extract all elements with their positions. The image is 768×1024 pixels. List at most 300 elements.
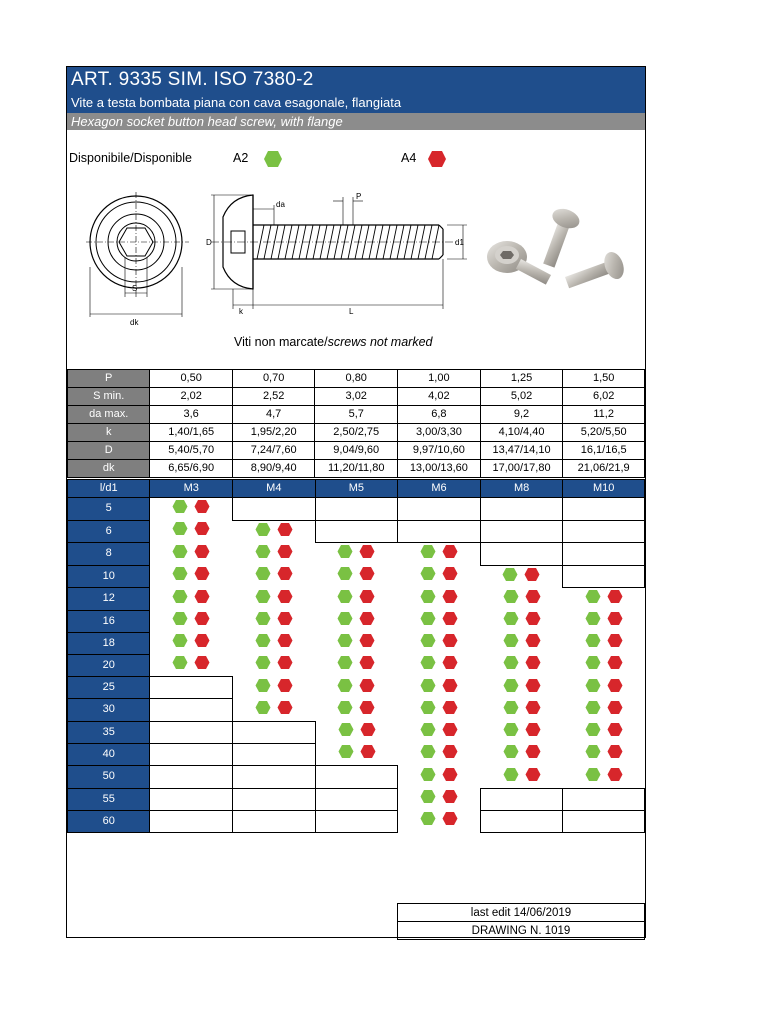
dimension-value: 3,6 bbox=[150, 406, 233, 424]
length-row bbox=[68, 788, 645, 810]
availability-label: Disponibile/Disponible bbox=[69, 151, 192, 165]
a2-available-icon bbox=[172, 611, 188, 626]
availability-cell bbox=[398, 766, 481, 789]
availability-cell bbox=[233, 520, 316, 543]
length-label: 16 bbox=[68, 610, 150, 632]
length-label: 55 bbox=[68, 788, 150, 810]
drawing-label-d: D bbox=[206, 238, 212, 247]
dimension-value: 0,80 bbox=[315, 370, 398, 388]
availability-cell bbox=[480, 610, 563, 632]
availability-cell bbox=[233, 565, 316, 588]
dimension-value: 1,95/2,20 bbox=[232, 424, 315, 442]
a2-available-icon bbox=[420, 744, 436, 759]
availability-cell bbox=[233, 699, 316, 722]
availability-marks bbox=[255, 632, 293, 649]
a2-available-icon bbox=[585, 744, 601, 759]
dimension-value: 11,2 bbox=[563, 406, 645, 424]
a4-available-icon bbox=[442, 678, 458, 693]
dimension-value: 4,10/4,40 bbox=[480, 424, 563, 442]
a2-available-icon bbox=[337, 544, 353, 559]
a2-available-icon bbox=[255, 589, 271, 604]
availability-cell bbox=[563, 654, 645, 677]
dimension-value: 7,24/7,60 bbox=[232, 442, 315, 460]
length-label: 18 bbox=[68, 632, 150, 654]
a4-available-icon bbox=[277, 544, 293, 559]
length-row bbox=[68, 565, 645, 588]
a2-available-icon bbox=[503, 633, 519, 648]
availability-marks bbox=[503, 766, 541, 783]
a2-available-icon bbox=[337, 589, 353, 604]
availability-cell bbox=[315, 543, 398, 566]
drawing-label-d1: d1 bbox=[455, 238, 464, 247]
a2-available-icon bbox=[420, 655, 436, 670]
availability-marks bbox=[420, 788, 458, 805]
note-prefix: Viti non marcate/ bbox=[234, 335, 328, 349]
length-label: 6 bbox=[68, 520, 150, 543]
availability-marks bbox=[337, 677, 375, 694]
a4-available-icon bbox=[360, 744, 376, 759]
availability-cell bbox=[150, 543, 233, 566]
availability-cell bbox=[563, 699, 645, 722]
availability-cell bbox=[233, 543, 316, 566]
a2-available-icon bbox=[337, 700, 353, 715]
dimension-row bbox=[68, 442, 645, 460]
unavailable-cell bbox=[233, 788, 316, 810]
availability-marks bbox=[585, 743, 623, 760]
unavailable-cell bbox=[150, 743, 233, 766]
a2-available-icon bbox=[420, 789, 436, 804]
a2-available-icon bbox=[502, 567, 518, 582]
a4-available-icon bbox=[277, 700, 293, 715]
drawing-info-box bbox=[397, 903, 645, 940]
length-row bbox=[68, 699, 645, 722]
a4-available-icon bbox=[442, 767, 458, 782]
a4-available-icon bbox=[277, 566, 293, 581]
availability-marks bbox=[255, 543, 293, 560]
availability-marks bbox=[172, 543, 210, 560]
availability-marks bbox=[420, 721, 458, 738]
dimension-value: 9,04/9,60 bbox=[315, 442, 398, 460]
dimension-value: 9,97/10,60 bbox=[398, 442, 481, 460]
availability-cell bbox=[480, 699, 563, 722]
dimension-row bbox=[68, 406, 645, 424]
a2-available-icon bbox=[255, 678, 271, 693]
unavailable-cell bbox=[315, 766, 398, 789]
dimension-row-label: da max. bbox=[68, 406, 150, 424]
a2-available-icon bbox=[503, 655, 519, 670]
size-header-m8: M8 bbox=[480, 480, 563, 498]
a4-available-icon bbox=[525, 700, 541, 715]
size-header-m4: M4 bbox=[233, 480, 316, 498]
length-row bbox=[68, 543, 645, 566]
a2-available-icon bbox=[585, 589, 601, 604]
a4-available-icon bbox=[442, 811, 458, 826]
a4-available-icon bbox=[194, 655, 210, 670]
unavailable-cell bbox=[150, 721, 233, 743]
availability-marks bbox=[337, 610, 375, 627]
availability-cell bbox=[398, 610, 481, 632]
a2-available-icon bbox=[585, 722, 601, 737]
dimension-value: 0,70 bbox=[232, 370, 315, 388]
availability-marks bbox=[255, 699, 293, 716]
size-header-m3: M3 bbox=[150, 480, 233, 498]
dimension-value: 0,50 bbox=[150, 370, 233, 388]
a2-available-icon bbox=[585, 655, 601, 670]
a4-available-icon bbox=[442, 655, 458, 670]
availability-cell bbox=[150, 520, 233, 543]
a4-available-icon bbox=[277, 655, 293, 670]
availability-marks bbox=[338, 721, 376, 738]
availability-cell bbox=[233, 632, 316, 654]
length-label: 10 bbox=[68, 565, 150, 588]
availability-marks bbox=[172, 565, 210, 582]
availability-cell bbox=[150, 610, 233, 632]
drawing-label-l: L bbox=[349, 307, 354, 316]
availability-marks bbox=[420, 699, 458, 716]
availability-marks bbox=[420, 632, 458, 649]
dimension-value: 6,02 bbox=[563, 388, 645, 406]
a2-available-icon bbox=[585, 767, 601, 782]
availability-marks bbox=[585, 654, 623, 671]
a2-available-icon bbox=[337, 566, 353, 581]
a4-available-icon bbox=[524, 567, 540, 582]
availability-cell bbox=[398, 588, 481, 611]
a4-available-icon bbox=[607, 744, 623, 759]
a4-available-icon bbox=[277, 678, 293, 693]
a4-available-icon bbox=[442, 611, 458, 626]
availability-cell bbox=[315, 677, 398, 699]
dimension-value: 5,20/5,50 bbox=[563, 424, 645, 442]
length-row bbox=[68, 588, 645, 611]
unavailable-cell bbox=[480, 810, 563, 832]
a4-available-icon bbox=[607, 611, 623, 626]
a2-available-icon bbox=[503, 767, 519, 782]
unavailable-cell bbox=[150, 699, 233, 722]
drawing-label-k: k bbox=[239, 307, 243, 316]
a4-available-icon bbox=[442, 566, 458, 581]
length-row bbox=[68, 498, 645, 521]
availability-marks bbox=[503, 677, 541, 694]
availability-marks bbox=[255, 565, 293, 582]
a4-available-icon bbox=[194, 633, 210, 648]
availability-cell bbox=[398, 699, 481, 722]
availability-cell bbox=[315, 565, 398, 588]
availability-cell bbox=[480, 565, 563, 588]
a2-available-icon bbox=[255, 566, 271, 581]
dimension-value: 13,00/13,60 bbox=[398, 460, 481, 478]
size-header-m5: M5 bbox=[315, 480, 398, 498]
dimension-value: 6,65/6,90 bbox=[150, 460, 233, 478]
dimension-value: 16,1/16,5 bbox=[563, 442, 645, 460]
a2-available-icon bbox=[585, 700, 601, 715]
dimension-value: 2,50/2,75 bbox=[315, 424, 398, 442]
length-row bbox=[68, 810, 645, 832]
availability-marks bbox=[420, 588, 458, 605]
availability-cell bbox=[398, 810, 481, 832]
a4-available-icon bbox=[359, 700, 375, 715]
availability-marks bbox=[255, 610, 293, 627]
availability-cell bbox=[398, 632, 481, 654]
a2-available-icon bbox=[172, 566, 188, 581]
dimension-value: 13,47/14,10 bbox=[480, 442, 563, 460]
a4-available-icon bbox=[525, 678, 541, 693]
a4-available-icon bbox=[359, 633, 375, 648]
unavailable-cell bbox=[233, 498, 316, 521]
availability-marks bbox=[585, 610, 623, 627]
a4-available-icon bbox=[277, 611, 293, 626]
unavailable-cell bbox=[398, 520, 481, 543]
unavailable-cell bbox=[150, 766, 233, 789]
dimension-value: 3,02 bbox=[315, 388, 398, 406]
a2-available-icon bbox=[172, 589, 188, 604]
availability-cell bbox=[480, 721, 563, 743]
a4-available-icon bbox=[194, 611, 210, 626]
length-label: 5 bbox=[68, 498, 150, 521]
length-label: 60 bbox=[68, 810, 150, 832]
availability-marks bbox=[503, 743, 541, 760]
availability-cell bbox=[480, 588, 563, 611]
availability-marks bbox=[172, 632, 210, 649]
a4-available-icon bbox=[442, 633, 458, 648]
a4-hexagon-icon bbox=[427, 150, 447, 168]
a4-label: A4 bbox=[401, 151, 417, 165]
length-row bbox=[68, 610, 645, 632]
a2-available-icon bbox=[337, 633, 353, 648]
availability-marks bbox=[172, 520, 210, 537]
availability-marks bbox=[172, 654, 210, 671]
unavailable-cell bbox=[398, 498, 481, 521]
a2-available-icon bbox=[420, 566, 436, 581]
availability-cell bbox=[150, 498, 233, 521]
availability-marks bbox=[420, 810, 458, 827]
a2-available-icon bbox=[172, 544, 188, 559]
availability-cell bbox=[233, 588, 316, 611]
availability-marks bbox=[172, 588, 210, 605]
length-label: 35 bbox=[68, 721, 150, 743]
availability-cell bbox=[398, 654, 481, 677]
unavailable-cell bbox=[563, 810, 645, 832]
availability-marks bbox=[420, 654, 458, 671]
a4-available-icon bbox=[277, 633, 293, 648]
a4-available-icon bbox=[525, 655, 541, 670]
size-header-m6: M6 bbox=[398, 480, 481, 498]
availability-cell bbox=[563, 677, 645, 699]
grid-header-row bbox=[68, 480, 645, 498]
unavailable-cell bbox=[233, 743, 316, 766]
unavailable-cell bbox=[480, 543, 563, 566]
length-row bbox=[68, 654, 645, 677]
availability-marks bbox=[420, 565, 458, 582]
unavailable-cell bbox=[480, 788, 563, 810]
length-label: 12 bbox=[68, 588, 150, 611]
unavailable-cell bbox=[315, 498, 398, 521]
a4-available-icon bbox=[442, 700, 458, 715]
availability-marks bbox=[420, 743, 458, 760]
dimension-row bbox=[68, 424, 645, 442]
availability-cell bbox=[398, 743, 481, 766]
a4-available-icon bbox=[194, 589, 210, 604]
unavailable-cell bbox=[563, 520, 645, 543]
note-italic: screws not marked bbox=[327, 335, 433, 349]
dimension-value: 5,02 bbox=[480, 388, 563, 406]
availability-cell bbox=[480, 766, 563, 789]
a2-available-icon bbox=[172, 521, 188, 536]
unavailable-cell bbox=[315, 788, 398, 810]
screws-not-marked-note bbox=[234, 335, 432, 349]
unavailable-cell bbox=[315, 520, 398, 543]
a4-available-icon bbox=[607, 655, 623, 670]
a2-available-icon bbox=[255, 611, 271, 626]
a4-available-icon bbox=[194, 544, 210, 559]
availability-cell bbox=[315, 654, 398, 677]
dimension-row bbox=[68, 370, 645, 388]
unavailable-cell bbox=[563, 543, 645, 566]
availability-marks bbox=[337, 699, 375, 716]
availability-marks bbox=[585, 766, 623, 783]
a4-available-icon bbox=[359, 655, 375, 670]
dimension-value: 8,90/9,40 bbox=[232, 460, 315, 478]
a4-available-icon bbox=[194, 499, 210, 514]
unavailable-cell bbox=[150, 788, 233, 810]
dimension-value: 2,52 bbox=[232, 388, 315, 406]
availability-marks bbox=[337, 632, 375, 649]
dimension-value: 9,2 bbox=[480, 406, 563, 424]
availability-marks bbox=[502, 566, 540, 583]
dimension-value: 1,25 bbox=[480, 370, 563, 388]
a2-available-icon bbox=[585, 678, 601, 693]
a2-available-icon bbox=[172, 633, 188, 648]
length-row bbox=[68, 632, 645, 654]
availability-marks bbox=[420, 766, 458, 783]
availability-grid bbox=[67, 479, 645, 833]
availability-cell bbox=[563, 632, 645, 654]
availability-cell bbox=[150, 632, 233, 654]
dimension-value: 4,7 bbox=[232, 406, 315, 424]
unavailable-cell bbox=[315, 810, 398, 832]
a4-available-icon bbox=[525, 744, 541, 759]
dimensions-table bbox=[67, 369, 645, 478]
dimension-value: 1,00 bbox=[398, 370, 481, 388]
a2-available-icon bbox=[420, 767, 436, 782]
a2-available-icon bbox=[585, 611, 601, 626]
unavailable-cell bbox=[480, 520, 563, 543]
length-label: 50 bbox=[68, 766, 150, 789]
availability-cell bbox=[315, 632, 398, 654]
a4-available-icon bbox=[607, 633, 623, 648]
availability-marks bbox=[255, 654, 293, 671]
dimension-row bbox=[68, 460, 645, 478]
a2-available-icon bbox=[503, 744, 519, 759]
availability-cell bbox=[563, 588, 645, 611]
availability-marks bbox=[337, 543, 375, 560]
a4-available-icon bbox=[442, 544, 458, 559]
availability-cell bbox=[563, 610, 645, 632]
a2-available-icon bbox=[255, 544, 271, 559]
a2-available-icon bbox=[420, 678, 436, 693]
availability-cell bbox=[233, 610, 316, 632]
availability-cell bbox=[150, 588, 233, 611]
availability-cell bbox=[480, 654, 563, 677]
availability-marks bbox=[255, 588, 293, 605]
availability-cell bbox=[315, 721, 398, 743]
availability-cell bbox=[480, 632, 563, 654]
availability-marks bbox=[503, 632, 541, 649]
a4-available-icon bbox=[277, 589, 293, 604]
article-title: ART. 9335 SIM. ISO 7380-2 bbox=[71, 69, 314, 90]
length-row bbox=[68, 766, 645, 789]
technical-drawing bbox=[81, 192, 481, 327]
length-label: 20 bbox=[68, 654, 150, 677]
a2-available-icon bbox=[420, 589, 436, 604]
a4-available-icon bbox=[525, 767, 541, 782]
availability-cell bbox=[233, 654, 316, 677]
dimension-value: 6,8 bbox=[398, 406, 481, 424]
a4-available-icon bbox=[277, 522, 293, 537]
unavailable-cell bbox=[563, 788, 645, 810]
dimension-row bbox=[68, 388, 645, 406]
dimension-row-label: P bbox=[68, 370, 150, 388]
availability-cell bbox=[480, 677, 563, 699]
length-row bbox=[68, 721, 645, 743]
a2-available-icon bbox=[255, 700, 271, 715]
last-edit-date: last edit 14/06/2019 bbox=[398, 904, 645, 922]
availability-marks bbox=[255, 521, 293, 538]
availability-cell bbox=[315, 743, 398, 766]
availability-marks bbox=[337, 588, 375, 605]
drawing-label-dk: dk bbox=[130, 318, 139, 327]
grid-corner-label: l/d1 bbox=[68, 480, 150, 498]
availability-marks bbox=[420, 610, 458, 627]
unavailable-cell bbox=[233, 766, 316, 789]
a4-available-icon bbox=[359, 566, 375, 581]
a4-available-icon bbox=[359, 678, 375, 693]
availability-cell bbox=[150, 565, 233, 588]
length-row bbox=[68, 743, 645, 766]
a4-available-icon bbox=[360, 722, 376, 737]
title-bar bbox=[67, 67, 645, 113]
availability-cell bbox=[398, 543, 481, 566]
dimension-value: 21,06/21,9 bbox=[563, 460, 645, 478]
a2-available-icon bbox=[420, 633, 436, 648]
unavailable-cell bbox=[150, 677, 233, 699]
availability-cell bbox=[563, 721, 645, 743]
a2-available-icon bbox=[503, 589, 519, 604]
availability-marks bbox=[420, 677, 458, 694]
length-label: 30 bbox=[68, 699, 150, 722]
datasheet bbox=[66, 66, 646, 938]
dimension-value: 5,7 bbox=[315, 406, 398, 424]
availability-cell bbox=[233, 677, 316, 699]
a4-available-icon bbox=[607, 767, 623, 782]
a2-available-icon bbox=[172, 655, 188, 670]
drawing-number: DRAWING N. 1019 bbox=[398, 922, 645, 940]
a2-available-icon bbox=[420, 811, 436, 826]
unavailable-cell bbox=[150, 810, 233, 832]
dimension-value: 1,40/1,65 bbox=[150, 424, 233, 442]
a2-available-icon bbox=[503, 722, 519, 737]
length-label: 40 bbox=[68, 743, 150, 766]
a4-available-icon bbox=[607, 678, 623, 693]
dimension-value: 3,00/3,30 bbox=[398, 424, 481, 442]
availability-marks bbox=[503, 654, 541, 671]
unavailable-cell bbox=[233, 721, 316, 743]
a2-available-icon bbox=[503, 678, 519, 693]
a4-available-icon bbox=[359, 589, 375, 604]
size-header-m10: M10 bbox=[563, 480, 645, 498]
dimension-value: 11,20/11,80 bbox=[315, 460, 398, 478]
availability-cell bbox=[315, 699, 398, 722]
availability-marks bbox=[172, 610, 210, 627]
